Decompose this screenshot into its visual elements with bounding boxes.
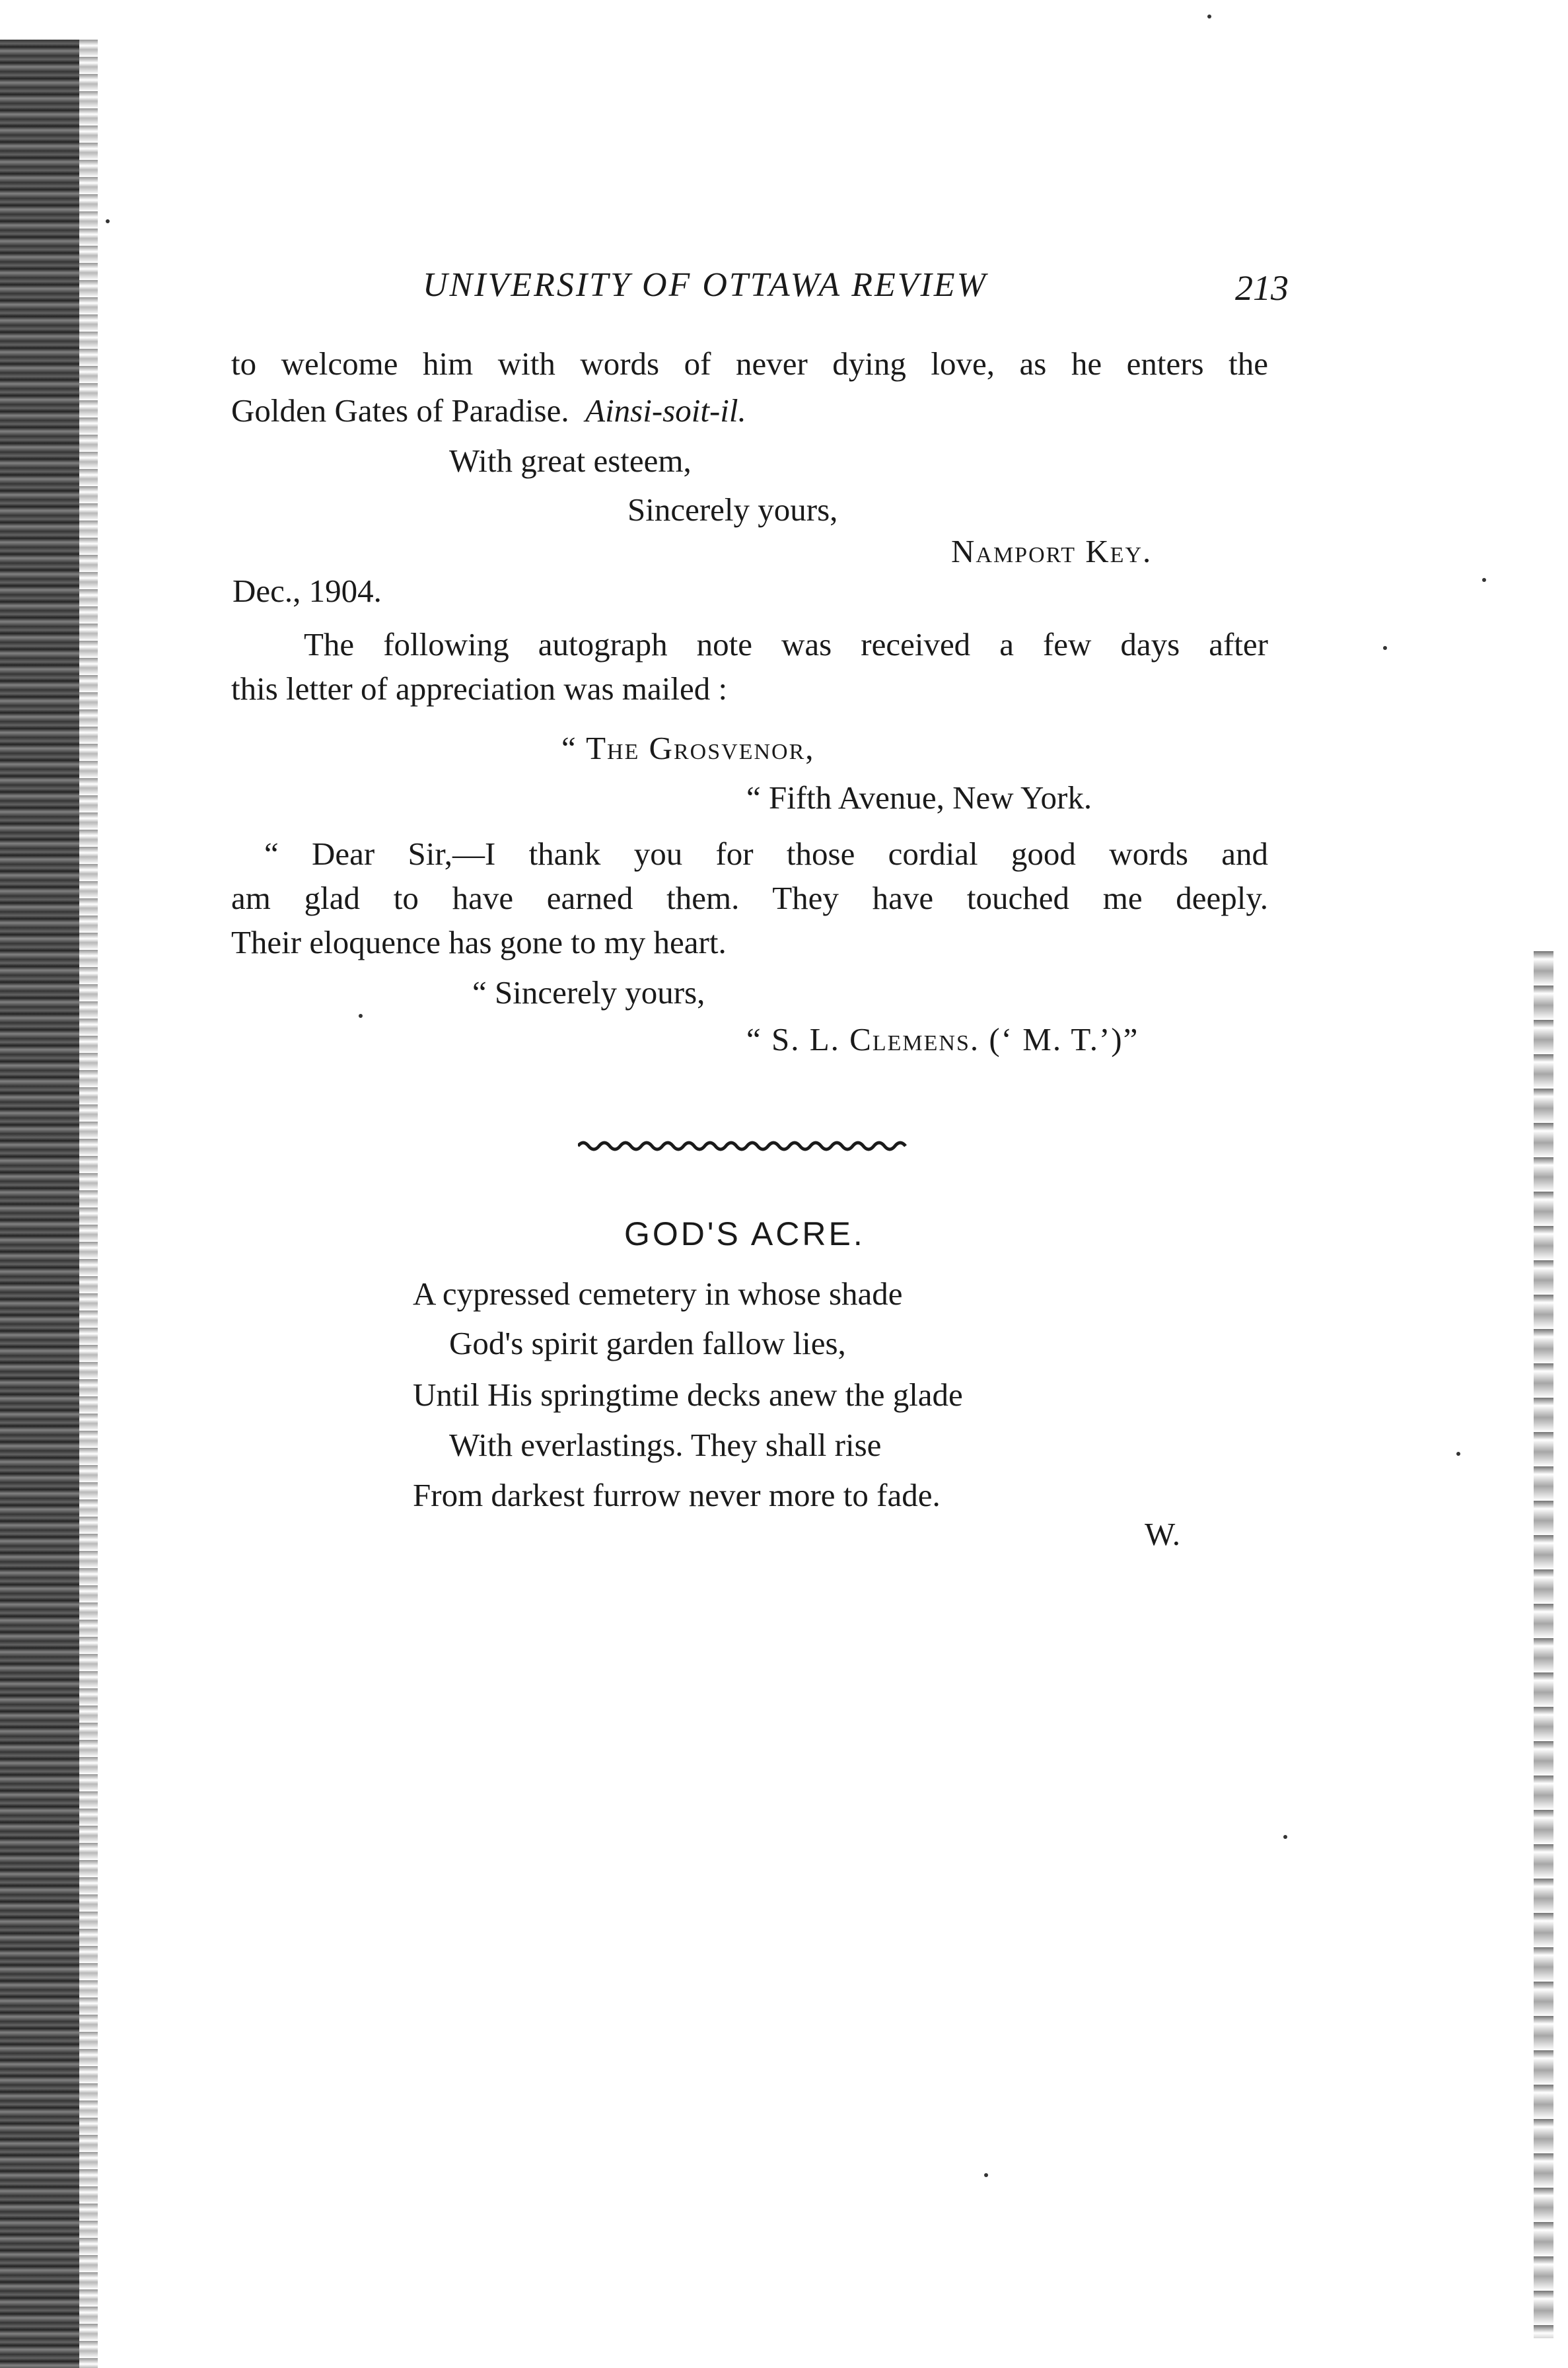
running-title: UNIVERSITY OF OTTAWA REVIEW	[423, 266, 987, 304]
note-address-street: “ Fifth Avenue, New York.	[746, 779, 1092, 816]
letter-paragraph-line: to welcome him with words of never dying love, as he enters the	[231, 345, 1268, 382]
motto: Ainsi-soit-il.	[585, 392, 746, 429]
poem-line: From darkest furrow never more to fade.	[413, 1477, 941, 1513]
poem-title: GOD'S ACRE.	[624, 1215, 865, 1252]
scan-speck	[1383, 646, 1387, 650]
note-signature: “ S. L. Clemens. (‘ M. T.’)”	[746, 1021, 1139, 1058]
letter-paragraph-end: Golden Gates of Paradise.	[231, 392, 569, 429]
poem-author: W.	[1145, 1516, 1181, 1552]
note-address-hotel: “ The Grosvenor,	[561, 730, 815, 766]
scan-speck	[984, 2173, 988, 2177]
scan-speck	[106, 219, 110, 223]
letter-signature: Namport Key.	[951, 533, 1153, 569]
scan-speck	[1456, 1452, 1460, 1456]
wavy-ornament-rule	[578, 1136, 908, 1156]
scanned-binding-edge-left	[0, 40, 79, 2368]
note-body-line: “ Dear Sir,—I thank you for those cordial good words and	[264, 836, 1268, 872]
scan-speck	[1207, 15, 1211, 18]
poem-line: Until His springtime decks anew the glade	[413, 1377, 963, 1413]
poem-line: God's spirit garden fallow lies,	[449, 1325, 846, 1361]
poem-line: A cypressed cemetery in whose shade	[413, 1275, 903, 1312]
note-intro-line: The following autograph note was received a few days after	[304, 626, 1268, 663]
letter-paragraph-line	[231, 391, 746, 431]
note-intro-line: this letter of appreciation was mailed :	[231, 670, 728, 707]
poem-line: With everlastings. They shall rise	[449, 1427, 882, 1463]
note-closing: “ Sincerely yours,	[472, 974, 705, 1011]
scan-speck	[359, 1014, 363, 1018]
scan-speck	[1283, 1835, 1287, 1839]
closing-esteem: With great esteem,	[449, 443, 692, 479]
note-body-line: am glad to have earned them. They have touched me deeply.	[231, 880, 1268, 916]
closing-sincerely: Sincerely yours,	[627, 491, 838, 528]
scanned-binding-edge-right	[1534, 951, 1553, 2338]
page-number: 213	[1235, 268, 1289, 308]
scan-speck	[1482, 578, 1486, 582]
letter-date: Dec., 1904.	[232, 573, 382, 609]
note-body-line: Their eloquence has gone to my heart.	[231, 924, 727, 960]
